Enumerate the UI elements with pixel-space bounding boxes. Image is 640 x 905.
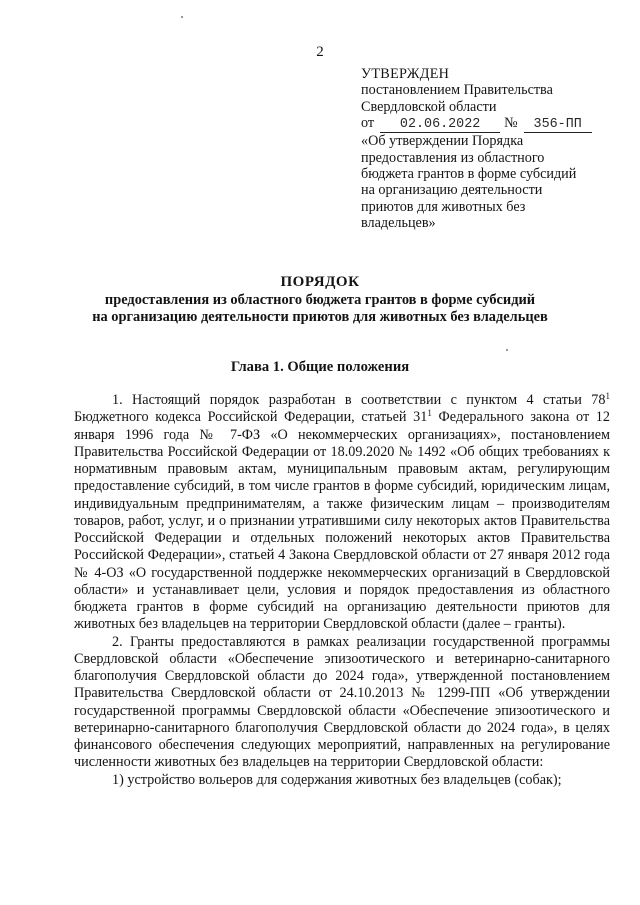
subtitle-line: на организацию деятельности приютов для животных без владельцев (92, 309, 548, 325)
approval-date-line (361, 115, 611, 133)
paragraph-1 (74, 392, 610, 634)
approval-title-line: «Об утверждении Порядка (361, 133, 524, 150)
subtitle-line: предоставления из областного бюджета грантов в форме субсидий (104, 292, 536, 308)
footnote-mark: 1 (605, 391, 610, 401)
paragraph-2: 2. Гранты предоставляются в рамках реализации государственной программы Свердловской области «Обеспечение эпизоотического и ветеринарно-санитарного благополучия Свердловской области до 2024 года», утвержденной постановлением Правительства Свердловской области от 24.10.2013 № 1299-ПП «Об утверждении государственной программы Свердловской области «Обеспечение эпизоотического и ветеринарно-санитарного благополучия Свердловской области до 2024 года», в целях финансового обеспечения следующих мероприятий, направленных на регулирование численности животных без владельцев на территории Свердловской области: (74, 633, 610, 771)
approval-title-line: на организацию деятельности (361, 182, 543, 199)
date-prefix: от (361, 115, 375, 132)
approval-title-line: бюджета грантов в форме субсидий (361, 166, 577, 183)
approval-heading: УТВЕРЖДЕН (361, 66, 450, 82)
scan-speck (181, 16, 183, 18)
p1-text-b: Бюджетного кодекса Российской Федерации, статьей 31 (74, 409, 428, 426)
p1-text-a: 1. Настоящий порядок разработан в соответствии с пунктом 4 статьи 78 (112, 392, 606, 408)
page-number: 2 (316, 44, 324, 60)
document-title: ПОРЯДОК (280, 274, 360, 290)
approval-title-line: владельцев» (361, 215, 436, 232)
approval-line: Свердловской области (361, 98, 497, 115)
paragraph-3: 1) устройство вольеров для содержания животных без владельцев (собак); (112, 771, 562, 788)
number-prefix: № (504, 115, 518, 132)
approval-number: 356-ПП (524, 118, 592, 133)
p1-text-c: Федерального закона от 12 января 1996 года № 7-ФЗ «О некоммерческих организациях», постановлением Правительства Российской Федерации от 18.09.2020 № 1492 «Об общих требованиях к нормативным правовым актам, муниципальным правовым актам, регулирующим предоставление субсидий, в том числе грантов в форме субсидий, юридическим лицам, индивидуальным предпринимателям, а также физическим лицам – производителям товаров, работ, услуг, и о признании утратившими силу некоторых актов Правительства Российской Федерации и отдельных положений некоторых актов Правительства Российской Федерации», статьей 4 Закона Свердловской области от 27 января 2012 года № 4-ОЗ «О государственной поддержке некоммерческих организаций в Свердловской области» и устанавливает цели, условия и порядок предоставления из областного бюджета грантов в форме субсидий на организацию деятельности приютов для животных без владельцев на территории Свердловской области (далее – гранты). (74, 409, 610, 633)
footnote-mark: 1 (427, 408, 432, 419)
approval-title-line: предоставления из областного (361, 149, 545, 166)
document-subtitle (40, 292, 600, 326)
body-text (74, 392, 610, 789)
approval-date: 02.06.2022 (380, 118, 500, 133)
approval-line: постановлением Правительства (361, 82, 553, 99)
approval-title-line: приютов для животных без (361, 198, 526, 215)
chapter-heading: Глава 1. Общие положения (230, 359, 410, 375)
approval-stamp (361, 66, 611, 232)
scan-speck (506, 349, 508, 351)
